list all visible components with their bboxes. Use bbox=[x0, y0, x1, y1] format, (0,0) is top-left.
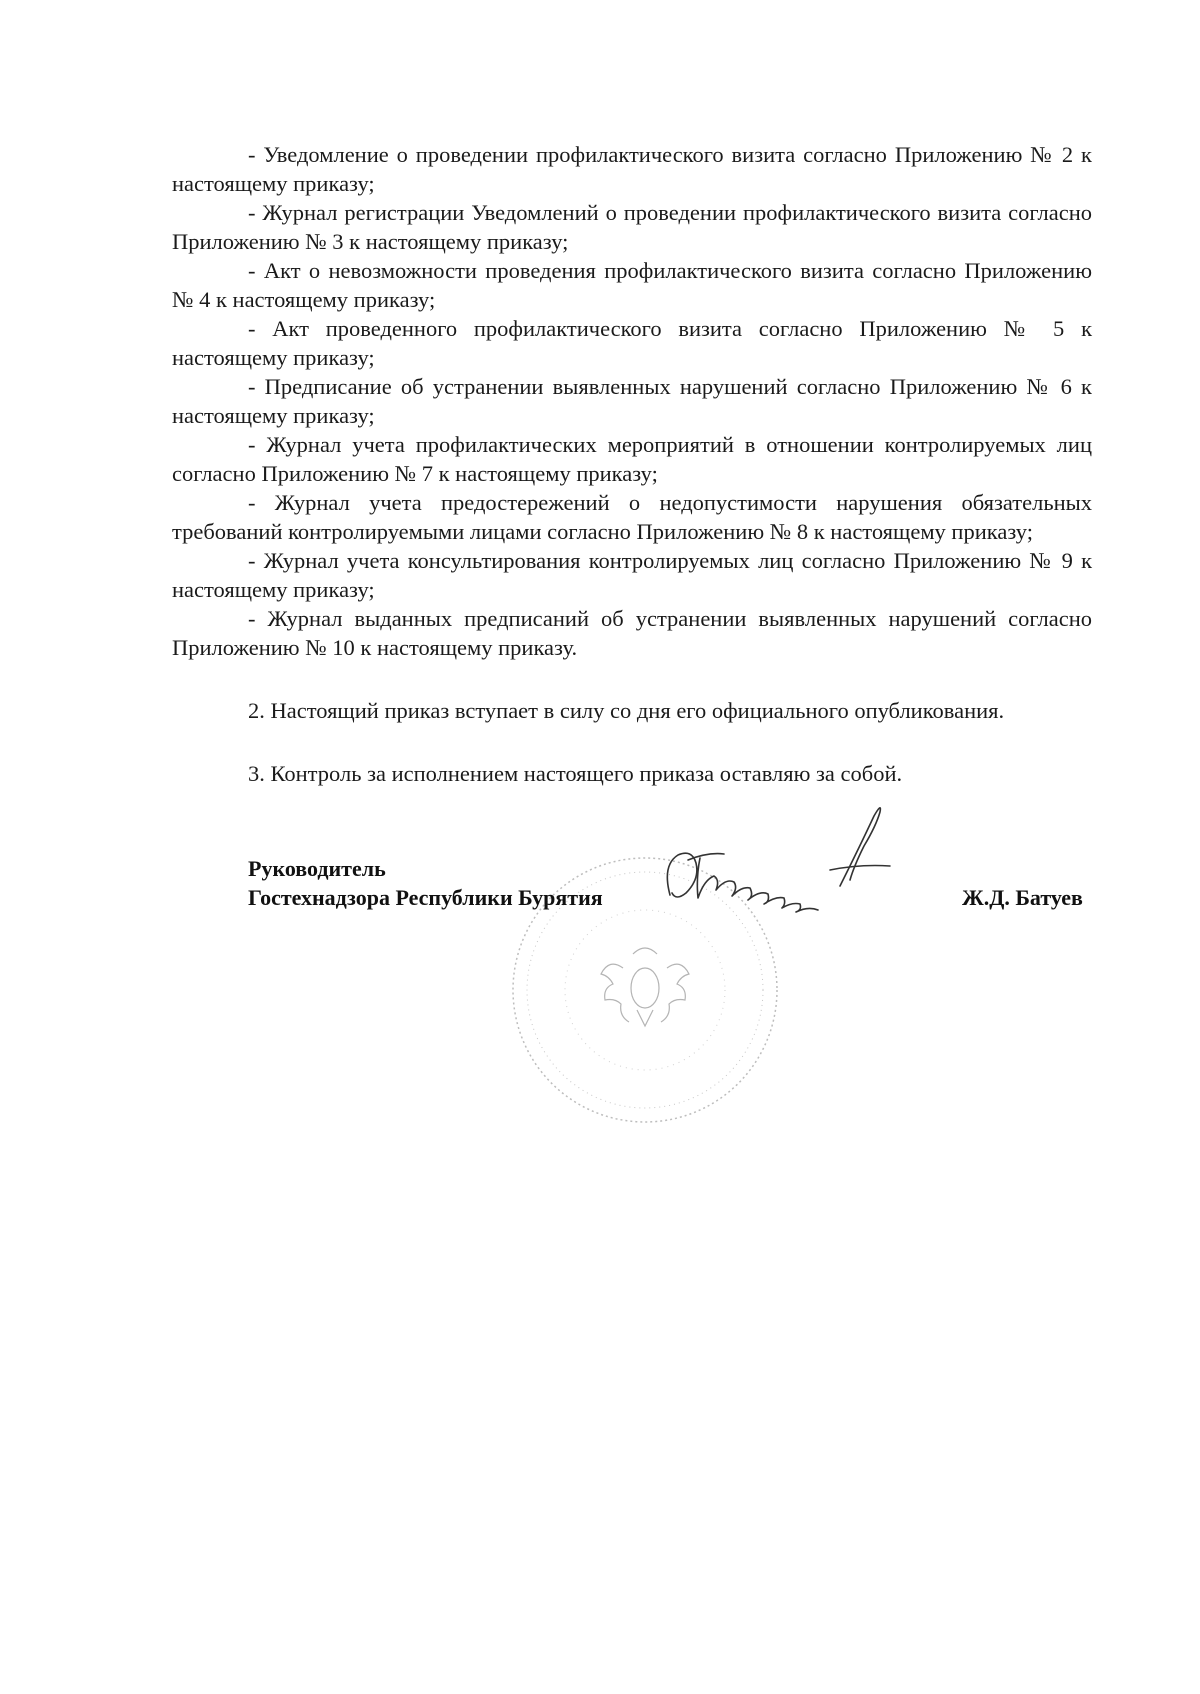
list-item: - Уведомление о проведении профилактического визита согласно Приложению № 2 к настоящему приказу; bbox=[172, 142, 1092, 196]
list-item: - Журнал учета профилактических мероприятий в отношении контролируемых лиц согласно Приложению № 7 к настоящему приказу; bbox=[172, 432, 1092, 486]
handwritten-signature bbox=[630, 800, 950, 940]
list-item: - Акт проведенного профилактического визита согласно Приложению № 5 к настоящему приказу; bbox=[172, 316, 1092, 370]
signer-position-line-1: Руководитель bbox=[248, 856, 386, 881]
list-item: - Журнал учета консультирования контролируемых лиц согласно Приложению № 9 к настоящему приказу; bbox=[172, 548, 1092, 602]
list-item: - Предписание об устранении выявленных нарушений согласно Приложению № 6 к настоящему приказу; bbox=[172, 374, 1092, 428]
clause-3-text: 3. Контроль за исполнением настоящего приказа оставляю за собой. bbox=[248, 761, 903, 786]
list-item: - Журнал регистрации Уведомлений о проведении профилактического визита согласно Приложению № 3 к настоящему приказу; bbox=[172, 200, 1092, 254]
list-item: - Журнал учета предостережений о недопустимости нарушения обязательных требований контролируемыми лицами согласно Приложению № 8 к настоящему приказу; bbox=[172, 490, 1092, 544]
signer-position-line-2: Гостехнадзора Республики Бурятия bbox=[248, 885, 603, 910]
signer-name: Ж.Д. Батуев bbox=[962, 885, 1083, 910]
clause-2-text: 2. Настоящий приказ вступает в силу со дня его официального опубликования. bbox=[248, 698, 1005, 723]
list-item: - Журнал выданных предписаний об устранении выявленных нарушений согласно Приложению № 10 к настоящему приказу. bbox=[172, 606, 1092, 660]
list-item: - Акт о невозможности проведения профилактического визита согласно Приложению № 4 к настоящему приказу; bbox=[172, 258, 1092, 312]
